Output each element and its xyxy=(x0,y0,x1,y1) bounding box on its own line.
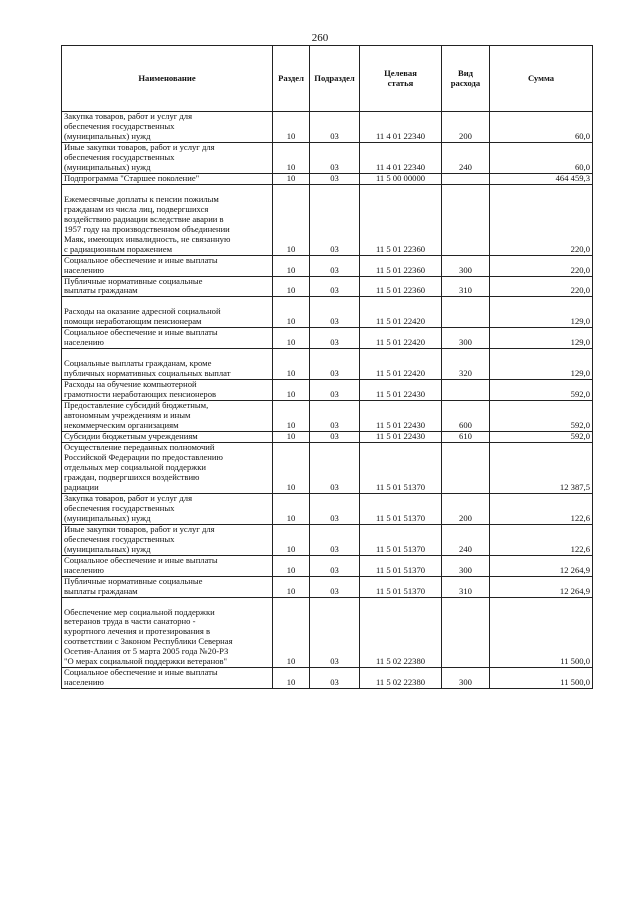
cell-razdel: 10 xyxy=(273,576,310,597)
cell-expense-type: 300 xyxy=(442,255,490,276)
table-row xyxy=(62,380,593,401)
cell-podrazdel: 03 xyxy=(310,297,360,328)
cell-sum: 60,0 xyxy=(490,142,593,173)
cell-target-article: 11 5 01 22360 xyxy=(360,184,442,255)
cell-podrazdel: 03 xyxy=(310,576,360,597)
cell-name: Иные закупки товаров, работ и услуг для обеспечения государственных (муниципальных) нужд xyxy=(62,524,273,555)
cell-expense-type: 310 xyxy=(442,576,490,597)
cell-target-article: 11 5 01 22360 xyxy=(360,255,442,276)
table-row xyxy=(62,493,593,524)
cell-target-article: 11 5 01 22360 xyxy=(360,276,442,297)
cell-podrazdel: 03 xyxy=(310,349,360,380)
cell-razdel: 10 xyxy=(273,432,310,443)
cell-razdel: 10 xyxy=(273,184,310,255)
cell-podrazdel: 03 xyxy=(310,184,360,255)
cell-expense-type xyxy=(442,297,490,328)
table-row xyxy=(62,555,593,576)
cell-name: Ежемесячные доплаты к пенсии пожилым гражданам из числа лиц, подвергшихся воздействию радиации вследствие аварии в 1957 году на производственном объединении Маяк, имеющих инвалидность, не связанную с радиационным поражением xyxy=(62,184,273,255)
table-row xyxy=(62,112,593,143)
cell-target-article: 11 5 02 22380 xyxy=(360,597,442,668)
header-row xyxy=(62,46,593,112)
header-sum: Сумма xyxy=(490,46,593,112)
cell-target-article: 11 5 01 51370 xyxy=(360,524,442,555)
cell-podrazdel: 03 xyxy=(310,555,360,576)
cell-target-article: 11 5 01 51370 xyxy=(360,493,442,524)
cell-target-article: 11 5 01 51370 xyxy=(360,555,442,576)
cell-sum: 592,0 xyxy=(490,432,593,443)
cell-target-article: 11 5 01 22430 xyxy=(360,432,442,443)
table-row xyxy=(62,524,593,555)
table-row xyxy=(62,142,593,173)
cell-sum: 12 264,9 xyxy=(490,576,593,597)
cell-podrazdel: 03 xyxy=(310,380,360,401)
cell-podrazdel: 03 xyxy=(310,255,360,276)
page-number: 260 xyxy=(311,32,329,44)
table-row xyxy=(62,297,593,328)
cell-expense-type: 320 xyxy=(442,349,490,380)
cell-sum: 592,0 xyxy=(490,380,593,401)
cell-expense-type xyxy=(442,173,490,184)
cell-expense-type: 300 xyxy=(442,668,490,689)
table-row xyxy=(62,432,593,443)
table-row xyxy=(62,349,593,380)
cell-name: Осуществление переданных полномочий Российской Федерации по предоставлению отдельных мер социальной поддержки граждан, подвергшихся воздействию радиации xyxy=(62,443,273,494)
cell-podrazdel: 03 xyxy=(310,112,360,143)
cell-name: Субсидии бюджетным учреждениям xyxy=(62,432,273,443)
cell-razdel: 10 xyxy=(273,255,310,276)
cell-podrazdel: 03 xyxy=(310,401,360,432)
cell-razdel: 10 xyxy=(273,297,310,328)
cell-name: Закупка товаров, работ и услуг для обеспечения государственных (муниципальных) нужд xyxy=(62,112,273,143)
cell-name: Обеспечение мер социальной поддержки ветеранов труда в части санаторно - курортного лечения и протезирования в соответствии с Законом Республики Северная Осетия-Алания от 5 марта 2005 года №20-РЗ "О мерах социальной поддержки ветеранов" xyxy=(62,597,273,668)
header-razdel: Раздел xyxy=(273,46,310,112)
cell-target-article: 11 5 02 22380 xyxy=(360,668,442,689)
table-row xyxy=(62,443,593,494)
cell-name: Социальное обеспечение и иные выплаты населению xyxy=(62,255,273,276)
cell-name: Предоставление субсидий бюджетным, автономным учреждениям и иным некоммерческим организациям xyxy=(62,401,273,432)
cell-sum: 11 500,0 xyxy=(490,668,593,689)
header-podrazdel: Подраздел xyxy=(310,46,360,112)
cell-target-article: 11 5 01 22420 xyxy=(360,328,442,349)
cell-sum: 592,0 xyxy=(490,401,593,432)
header-name: Наименование xyxy=(62,46,273,112)
cell-razdel: 10 xyxy=(273,112,310,143)
cell-sum: 12 264,9 xyxy=(490,555,593,576)
table-row xyxy=(62,328,593,349)
cell-razdel: 10 xyxy=(273,493,310,524)
cell-name: Подпрограмма "Старшее поколение" xyxy=(62,173,273,184)
cell-podrazdel: 03 xyxy=(310,276,360,297)
cell-target-article: 11 5 01 22420 xyxy=(360,349,442,380)
cell-name: Расходы на обучение компьютерной грамотности неработающих пенсионеров xyxy=(62,380,273,401)
cell-expense-type: 310 xyxy=(442,276,490,297)
cell-target-article: 11 5 01 51370 xyxy=(360,576,442,597)
cell-expense-type xyxy=(442,597,490,668)
cell-target-article: 11 4 01 22340 xyxy=(360,142,442,173)
cell-razdel: 10 xyxy=(273,668,310,689)
header-target-article: Целевая статья xyxy=(360,46,442,112)
cell-expense-type: 300 xyxy=(442,328,490,349)
cell-podrazdel: 03 xyxy=(310,597,360,668)
cell-razdel: 10 xyxy=(273,597,310,668)
cell-sum: 12 387,5 xyxy=(490,443,593,494)
cell-podrazdel: 03 xyxy=(310,493,360,524)
cell-name: Социальное обеспечение и иные выплаты населению xyxy=(62,668,273,689)
cell-podrazdel: 03 xyxy=(310,432,360,443)
cell-target-article: 11 5 01 51370 xyxy=(360,443,442,494)
cell-target-article: 11 5 01 22430 xyxy=(360,401,442,432)
header-expense-type: Вид расхода xyxy=(442,46,490,112)
table-body xyxy=(62,112,593,689)
cell-name: Публичные нормативные социальные выплаты гражданам xyxy=(62,276,273,297)
table-row xyxy=(62,276,593,297)
cell-expense-type: 200 xyxy=(442,112,490,143)
table-row xyxy=(62,401,593,432)
cell-razdel: 10 xyxy=(273,380,310,401)
cell-name: Закупка товаров, работ и услуг для обеспечения государственных (муниципальных) нужд xyxy=(62,493,273,524)
cell-expense-type: 240 xyxy=(442,142,490,173)
table-row xyxy=(62,668,593,689)
cell-expense-type: 240 xyxy=(442,524,490,555)
cell-razdel: 10 xyxy=(273,555,310,576)
cell-sum: 122,6 xyxy=(490,493,593,524)
cell-name: Публичные нормативные социальные выплаты гражданам xyxy=(62,576,273,597)
cell-target-article: 11 4 01 22340 xyxy=(360,112,442,143)
cell-name: Социальные выплаты гражданам, кроме публичных нормативных социальных выплат xyxy=(62,349,273,380)
cell-expense-type xyxy=(442,380,490,401)
cell-sum: 220,0 xyxy=(490,184,593,255)
cell-podrazdel: 03 xyxy=(310,328,360,349)
cell-sum: 220,0 xyxy=(490,255,593,276)
cell-podrazdel: 03 xyxy=(310,443,360,494)
cell-target-article: 11 5 01 22420 xyxy=(360,297,442,328)
cell-sum: 129,0 xyxy=(490,349,593,380)
cell-name: Расходы на оказание адресной социальной помощи неработающим пенсионерам xyxy=(62,297,273,328)
cell-name: Социальное обеспечение и иные выплаты населению xyxy=(62,555,273,576)
cell-sum: 11 500,0 xyxy=(490,597,593,668)
table-row xyxy=(62,255,593,276)
cell-razdel: 10 xyxy=(273,328,310,349)
cell-podrazdel: 03 xyxy=(310,524,360,555)
cell-razdel: 10 xyxy=(273,401,310,432)
table-row xyxy=(62,184,593,255)
cell-sum: 60,0 xyxy=(490,112,593,143)
cell-expense-type: 600 xyxy=(442,401,490,432)
cell-razdel: 10 xyxy=(273,276,310,297)
cell-razdel: 10 xyxy=(273,349,310,380)
cell-razdel: 10 xyxy=(273,443,310,494)
cell-name: Социальное обеспечение и иные выплаты населению xyxy=(62,328,273,349)
cell-podrazdel: 03 xyxy=(310,173,360,184)
cell-podrazdel: 03 xyxy=(310,142,360,173)
cell-expense-type xyxy=(442,184,490,255)
table-row xyxy=(62,173,593,184)
table-header xyxy=(62,46,593,112)
cell-name: Иные закупки товаров, работ и услуг для обеспечения государственных (муниципальных) нужд xyxy=(62,142,273,173)
cell-target-article: 11 5 00 00000 xyxy=(360,173,442,184)
cell-razdel: 10 xyxy=(273,173,310,184)
cell-expense-type: 200 xyxy=(442,493,490,524)
cell-razdel: 10 xyxy=(273,142,310,173)
table-row xyxy=(62,576,593,597)
cell-target-article: 11 5 01 22430 xyxy=(360,380,442,401)
cell-sum: 220,0 xyxy=(490,276,593,297)
budget-table xyxy=(61,45,593,689)
cell-expense-type: 610 xyxy=(442,432,490,443)
cell-sum: 129,0 xyxy=(490,297,593,328)
cell-expense-type xyxy=(442,443,490,494)
cell-sum: 122,6 xyxy=(490,524,593,555)
cell-expense-type: 300 xyxy=(442,555,490,576)
cell-podrazdel: 03 xyxy=(310,668,360,689)
table-row xyxy=(62,597,593,668)
cell-sum: 464 459,3 xyxy=(490,173,593,184)
cell-razdel: 10 xyxy=(273,524,310,555)
cell-sum: 129,0 xyxy=(490,328,593,349)
